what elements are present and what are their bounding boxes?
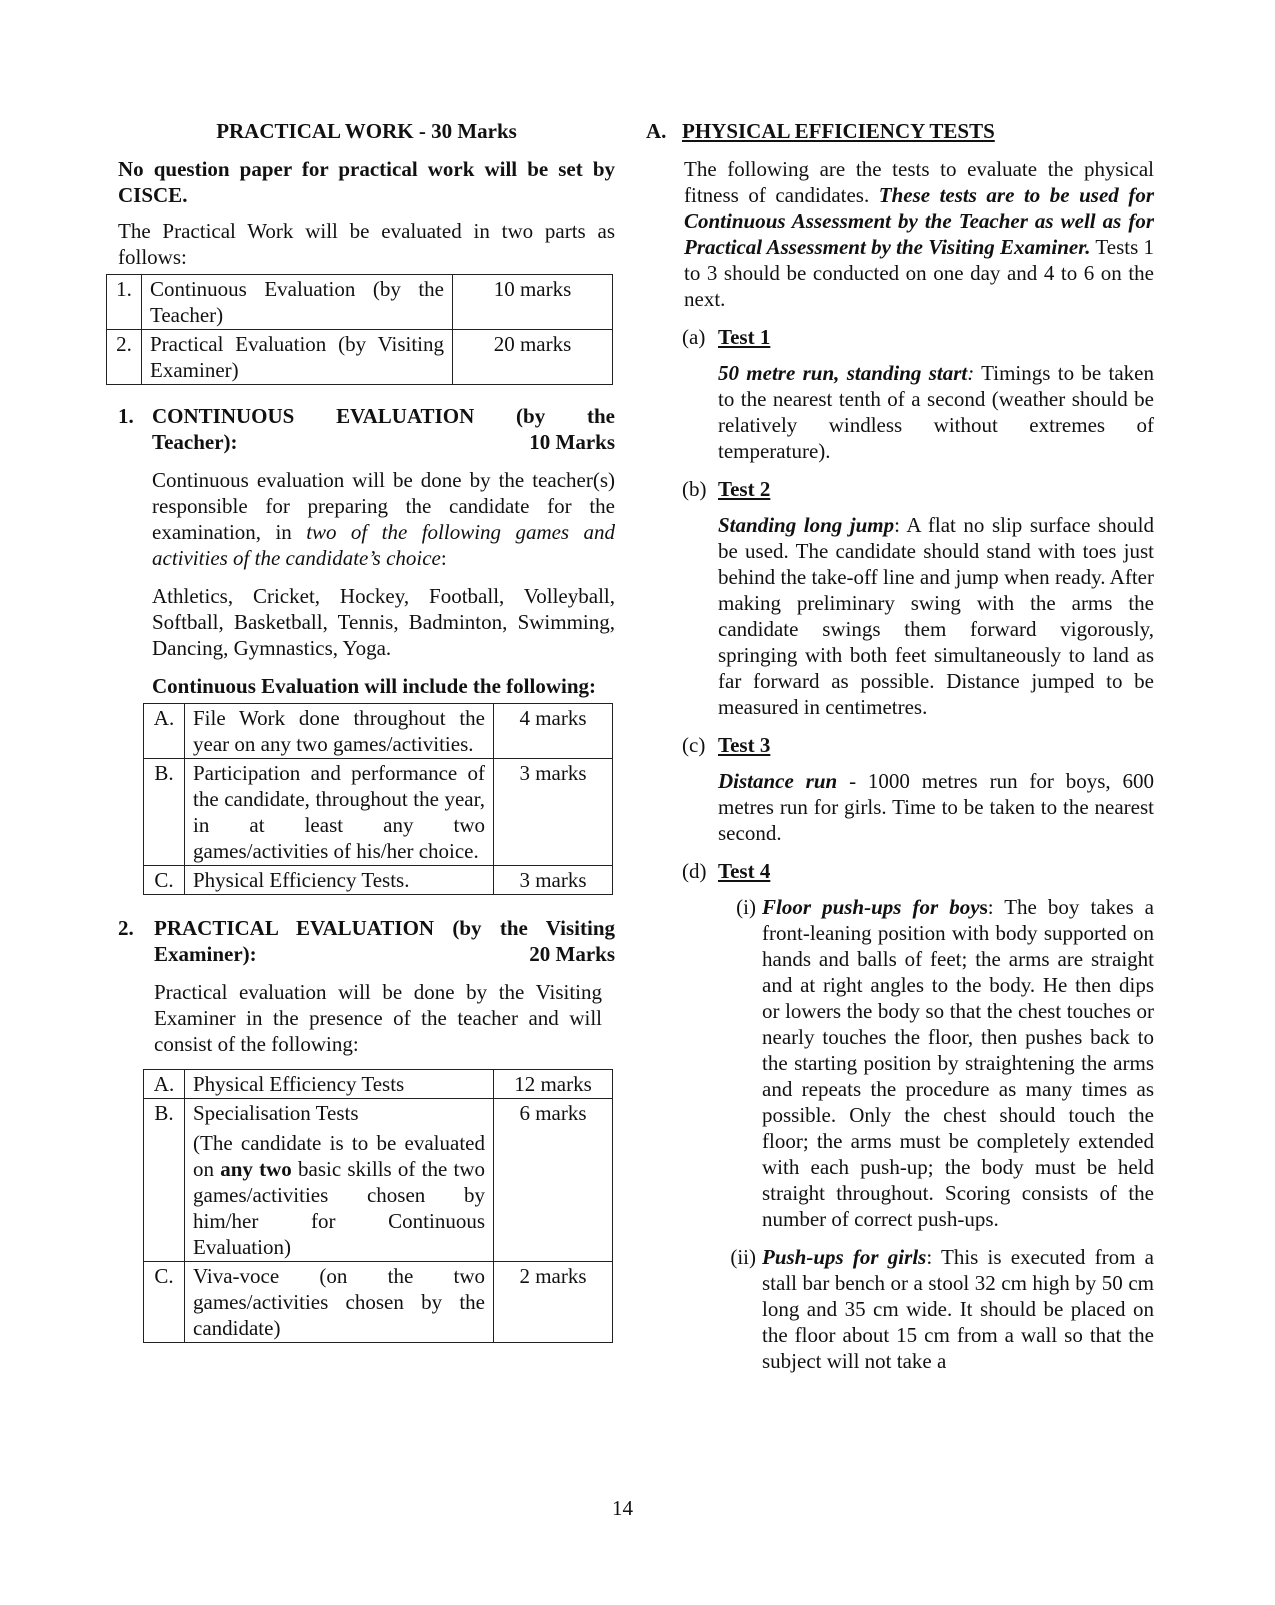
table-row (144, 1070, 613, 1099)
test-desc: 50 metre run, standing start: Timings to be taken to the nearest tenth of a second (weather should be relatively windless without extremes of temperature). (718, 361, 1154, 463)
part-num: 1. (107, 275, 142, 330)
sub-desc: Floor push-ups for boys: The boy takes a front-leaning position with body supported on hands and balls of feet; the arms are straight and at right angles to the body. He then dips or lowers the body so that the chest touches or nearly touches the floor, then pushes back to the starting position by straightening the arms and repeats the procedure as many times as possible. Only the chest should touch the floor; the arms must be completely extended with each push-up; the body must be held straight throughout. Scoring consists of the number of correct push-ups. (762, 895, 1154, 1231)
practical-evaluation-table (143, 1069, 613, 1343)
sub-label: (i) (736, 895, 756, 919)
no-question-paper-note: No question paper for practical work will be set by CISCE. (118, 157, 615, 207)
row-label: A. (144, 704, 185, 759)
evaluation-intro: The Practical Work will be evaluated in two parts as follows: (118, 219, 615, 269)
include-heading: Continuous Evaluation will include the following: (152, 674, 597, 698)
test-3 (682, 732, 1154, 858)
row-marks: 2 marks (494, 1262, 613, 1343)
section-number: 1. (118, 404, 134, 428)
table-row (144, 704, 613, 759)
part-marks: 10 marks (453, 275, 613, 330)
table-row (144, 1262, 613, 1343)
section-1-marks: 10 Marks (529, 430, 615, 454)
table-row (107, 275, 613, 330)
parts-table (106, 274, 613, 385)
section-2-subtitle: Examiner): (154, 942, 257, 966)
row-label: C. (144, 1262, 185, 1343)
test-label: (a) (682, 325, 706, 349)
page-number: 14 (612, 1496, 633, 1520)
test-name: Test 1 (718, 325, 771, 349)
table-row (144, 866, 613, 895)
left-column (118, 118, 615, 1343)
test-name: Test 2 (718, 477, 771, 501)
row-marks: 6 marks (494, 1099, 613, 1262)
row-marks: 3 marks (494, 866, 613, 895)
test-desc: Standing long jump: A flat no slip surface should be used. The candidate should stand with toes just behind the take-off line and jump when ready. After making preliminary swing with the arms the candidate swings them forward vigorously, springing with both feet simultaneously to land as far forward as possible. Distance jumped to be measured in centimetres. (718, 513, 1154, 719)
row-desc: File Work done throughout the year on any two games/activities. (185, 704, 494, 759)
continuous-evaluation-table (143, 703, 613, 895)
row-desc: Physical Efficiency Tests. (185, 866, 494, 895)
test-desc: Distance run - 1000 metres run for boys, 600 metres run for girls. Time to be taken to the nearest second. (718, 769, 1155, 845)
section-title: PHYSICAL EFFICIENCY TESTS (682, 119, 995, 143)
test-4-sub-i (718, 894, 1154, 1232)
table-row (144, 1099, 613, 1262)
row-desc: Viva-voce (on the two games/activities chosen by the candidate) (185, 1262, 494, 1343)
row-label: B. (144, 759, 185, 866)
tests-intro: The following are the tests to evaluate the physical fitness of candidates. These tests are to be used for Continuous Assessment by the Teacher as well as for Practical Assessment by the Visiting Examiner. Tests 1 to 3 should be conducted on one day and 4 to 6 on the next. (684, 157, 1155, 311)
section-label: A. (646, 119, 667, 143)
row-desc: Participation and performance of the candidate, throughout the year, in at least any two games/activities of his/her choice. (185, 759, 494, 866)
section-1-title: CONTINUOUS EVALUATION (by the (152, 404, 615, 428)
row-label: A. (144, 1070, 185, 1099)
sub-label: (ii) (730, 1245, 756, 1269)
section-2-heading (118, 915, 615, 967)
test-label: (d) (682, 859, 707, 883)
row-label: C. (144, 866, 185, 895)
specialisation-title: Specialisation Tests (193, 1101, 359, 1125)
test-4 (682, 858, 1154, 1374)
test-label: (c) (682, 733, 706, 757)
part-num: 2. (107, 330, 142, 385)
section-2-title: PRACTICAL EVALUATION (by the Visiting (154, 916, 615, 940)
test-2 (682, 476, 1154, 732)
table-row (107, 330, 613, 385)
continuous-evaluation-para: Continuous evaluation will be done by the teacher(s) responsible for preparing the candidate for the examination, in two of the following games and activities of the candidate’s choice: (152, 468, 615, 570)
row-marks: 3 marks (494, 759, 613, 866)
row-desc (185, 1099, 494, 1262)
test-name: Test 3 (718, 733, 771, 757)
test-1 (682, 324, 1154, 476)
section-1-subtitle: Teacher): (152, 430, 238, 454)
section-number: 2. (118, 916, 134, 940)
test-label: (b) (682, 477, 707, 501)
row-marks: 4 marks (494, 704, 613, 759)
sub-desc: Push-ups for girls: This is executed from a stall bar bench or a stool 32 cm high by 50 cm long and 35 cm wide. It should be placed on the floor about 15 cm from a wall so that the subject will not take a (762, 1245, 1154, 1373)
practical-work-title: PRACTICAL WORK - 30 Marks (216, 119, 517, 143)
section-1-heading (118, 403, 615, 455)
part-desc: Continuous Evaluation (by the Teacher) (142, 275, 453, 330)
row-desc: Physical Efficiency Tests (185, 1070, 494, 1099)
specialisation-note: (The candidate is to be evaluated on any two basic skills of the two games/activities chosen by him/her for Continuous Evaluation) (193, 1131, 485, 1259)
physical-efficiency-heading (646, 118, 1154, 144)
test-4-sub-ii (718, 1244, 1154, 1374)
right-column (646, 118, 1154, 1374)
table-row (144, 759, 613, 866)
activities-list: Athletics, Cricket, Hockey, Football, Volleyball, Softball, Basketball, Tennis, Badminton, Swimming, Dancing, Gymnastics, Yoga. (152, 584, 615, 660)
test-name: Test 4 (718, 859, 771, 883)
part-marks: 20 marks (453, 330, 613, 385)
row-label: B. (144, 1099, 185, 1262)
practical-evaluation-para: Practical evaluation will be done by the Visiting Examiner in the presence of the teacher and will consist of the following: (154, 980, 602, 1056)
section-2-marks: 20 Marks (529, 942, 615, 966)
row-marks: 12 marks (494, 1070, 613, 1099)
part-desc: Practical Evaluation (by Visiting Examiner) (142, 330, 453, 385)
